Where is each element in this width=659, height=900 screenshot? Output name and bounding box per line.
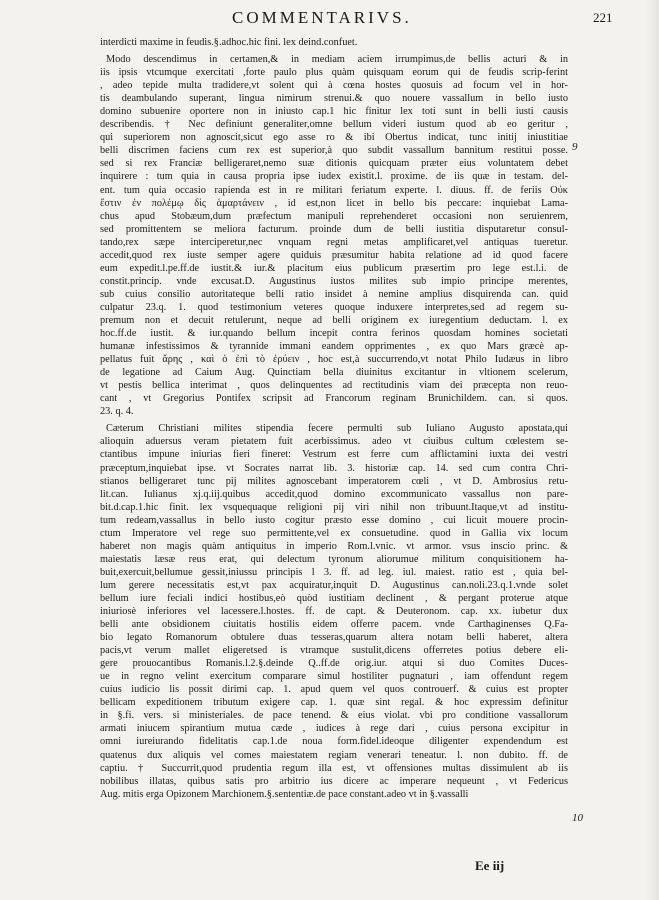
text-line: , adeo tepide multa tradidere,vt solent qui à cœna hostes quosuis ad focum vel in hor- (100, 80, 568, 92)
text-line: domino subuenire oportere non in iniusto cap.1 hic finitur lex toti sunt in belli iusti causis (100, 106, 568, 118)
text-line: interdicti maxime in feudis.§.adhoc.hic fini. lex deind.confuet. (100, 37, 358, 48)
text-line: pellatus fuit ἄρης , καὶ ὁ ἐπὶ τὸ ἐρύειν , hoc est,à succurrendo,vt notat Philo Iudæus in libro (100, 354, 568, 366)
text-line: iniuriosè inferiores vel lacessere.l.hostes. ff. de capt. & Deuteronom. cap. xx. iubetur dux (100, 606, 568, 618)
text-line: sed si rex Franciæ belligeraret,nemo suæ ditionis quicquam præter eius voluntatem debet (100, 158, 568, 170)
text-line: præceptum,inquiebat ipse. vt Socrates narrat lib. 3. historiæ cap. 14. sed cum contra Chri- (100, 462, 568, 474)
text-line: Aug. mitis erga Opizonem Marchionem.§.sententiæ.de pace constant.adeo vt in §.vassalli (100, 788, 469, 800)
text-line: Modo descendimus in certamen,& in mediam aciem irrumpimus,de bellis acturi & in (106, 54, 568, 66)
text-line: bit.d.cap.1.hic finit. lex vsquequaque religioni pij viri nihil non tribuunt.Itaque,vt ad institu- (100, 501, 568, 513)
text-line: cuius iudicio lis possit dirimi cap. 1. apud quem vel quos controuerf. & cuius est propter (100, 684, 568, 696)
text-line: belli ante obsidionem ciuitatis hostilis eidem offerre pacem. vnde Carthaginenses Q.Fa- (100, 619, 568, 631)
text-line: chus apud Stobæum,dum præfectum manipuli reprehenderet occasioni non seruienrem, (100, 210, 568, 222)
text-line: accedit,quod rex iuste semper agere quiduis præsumitur habita relatione ad id quod facere (100, 249, 568, 261)
text-line: ἔστιν ἐν πολέμῳ δὶς ἁμαρτάνειν , id est,non licet in bello bis peccare: inquiebat Lama- (100, 197, 568, 209)
text-line: bio legato Romanorum obtulere duas tesseras,quarum altera notam belli haberet, altera (100, 632, 568, 644)
folio-number: 221 (593, 10, 613, 25)
text-line: omni iureiurando fidelitatis cap.1.de noua form.fidel.ideoque diligenter expendendum est (100, 736, 568, 748)
text-line: buit,exercuit,bellumue gessit,iniussu principis l 3. ff. ad leg. iul. maiest. ratio est , quia bel- (100, 566, 568, 578)
text-line: 23. q. 4. (100, 406, 134, 418)
text-line: haberet non magis quàm antiquitus in imperio Rom.l.vnic. vt armor. vsus inscio princ. & (100, 540, 568, 552)
text-line: Cæterum Christiani milites stipendia fecere permulti sub Iuliano Augusto apostata,qui (106, 423, 568, 435)
text-line: vt pestis bellica interimat , quos delinquentes ad rectitudinis viam dei præcepta non reuo- (100, 380, 568, 392)
text-line: quatenus dux aliquis vel comes maiestatem regiam venerari teneatur. l. non dubito. ff. de (100, 749, 568, 761)
text-line: belli discrimen faciens cum rex est superior,à quo subdit vassallum bannitum restitui posse. (100, 145, 568, 157)
text-line: stianos belligeraret tunc pij milites agnoscebant imperatorem cœli , vt D. Ambrosius retu- (100, 475, 568, 487)
text-line: ctum Imperatore vel rege suo permittente,vel ex consuetudine. quod in Gallia vix locum (100, 527, 568, 539)
text-line: tis deambulando superant, lingua nimirum strenui.& quo nouere vassallum in bello iusto (100, 93, 568, 105)
margin-note-9: 9 (572, 141, 578, 153)
text-line: describendis. † Nec definiunt generaliter,omne bellum videri iustum quod ab eo geritur , (100, 119, 568, 131)
text-line: nobilibus illatas, quibus satis pro arbitrio ius dicere ac imperare nequeunt , vt Federicus (100, 775, 568, 787)
text-line: eum expedit.l.pe.ff.de iustit.& iur.& placitum eius publicum præsertim pro lege est.l.i. de (100, 262, 568, 274)
text-line: armati iniucem spirantium mutua cæde , iudices à rege dari , cuius persona excipitur in (100, 723, 568, 735)
text-line: hoc.ff.de iustit. & iur.quando bellum incepit contra ferinos quosdam homines societati (100, 328, 568, 340)
text-line: culpatur 23.q. 1. quod testimonium veteres quoque induxere interpretes,sed ad regem su- (100, 301, 568, 313)
text-line: lit.can. Iulianus xj.q.iij.quibus accedit,quod domino excommunicato vassallus non pare- (100, 488, 568, 500)
text-line: tum redeam,vassallus in bello iusto cogitur præsto esse domino , cui licuit mouere procin- (100, 514, 568, 526)
text-line: gere prouocantibus Romanis.l.2.§.deinde Q..ff.de orig.iur. atqui si duo Comites Duces- (100, 658, 568, 670)
running-title: COMMENTARIVS. (232, 8, 412, 27)
text-line: humanæ infestissimos & tyrannide immani eandem opprimentes , ex quo Mars græcè ap- (100, 341, 568, 353)
text-line: ue in regno velint exercitum comparare simul hostiliter pugnaturi , iam offendunt regem (100, 671, 568, 683)
signature-mark: Ee iij (475, 858, 505, 873)
page-gutter-shadow (645, 0, 659, 900)
text-line: cant , vt Gregorius Pontifex scripsit ad Francorum reginam Brunichildem. can. si quos. (100, 393, 568, 405)
text-line: in §.fi. vers. si ministeriales. de pace tenend. & eius violat. vbi pro conditione vassallorum (100, 710, 568, 722)
commentary-body (100, 36, 568, 801)
text-line: pacis,vt verum mallet eligeretsed is vtramque sustulit,dicens offerretes potius debere eli- (100, 645, 568, 657)
text-line: alioquin aduersus veram pietatem fuit acerbissimus. adeo vt ciuibus cultum cœlestem se- (100, 436, 568, 448)
text-line: constit.princip. vnde excusat.D. Augustinus iustos milites sub impio principe merentes, (100, 275, 568, 287)
text-line: sed promittentem se meliora facturum. proinde dum de belli iustitia disputaretur consul- (100, 223, 568, 235)
text-line: bellicam expeditionem tributum exigere cap. 1. quæ sint regal. & hoc expressim definitur (100, 697, 568, 709)
text-line: ctantibus impune iniurias fieri fineret: Vestrum est ferre cum afflictamini iuxta dei vestri (100, 449, 568, 461)
text-line: lum gerere necessitatis est,vt pax acquiratur,inquit D. Augustinus can.noli.23.q.1.vnde solet (100, 579, 568, 591)
text-line: sub cuius consilio autoritateque belli ratio insidet à nemine amplius disquirenda can. quid (100, 288, 568, 300)
text-line: ent. tum quia occasio rapienda est in re militari feriatum experte. l. diuus. ff. de feriis Οὐκ (100, 184, 568, 196)
text-line: inquirere : tum quia in causa propria ipse iudex existit.l. proxime. de iis quæ in testam. del- (100, 171, 568, 183)
text-line: captiu. † Succurrit,quod prudentia regum illa est, vt offensiones multas dissimulent ab iis (100, 762, 568, 774)
text-line: maiestatis læsæ reus erat, qui delectum tyronum aliorumue militum conquisitionem ha- (100, 553, 568, 565)
text-line: premum non et decuit retulerunt, neque ad belli originem ex iuregentium deductam. l. ex (100, 314, 568, 326)
text-line: bellum iure feciali indici hostibus,eò quòd iustitiam declinent , & pergant proterue atque (100, 592, 568, 604)
margin-note-10: 10 (572, 812, 583, 824)
text-line: qui superiorem non agnoscit,sicut ego asse ro & ibi Obertus indicat, tunc initij iniustitiae (100, 132, 568, 144)
text-line: tando,rex sæpe interciperetur,nec vnquam regni metas amplificaret,vel antiquas tueretur. (100, 236, 568, 248)
text-line: iis ipsis vtcumque exercitati ,forte paulo plus quàm quisquam eorum qui de feudis scrip-ferint (100, 67, 568, 79)
running-head (0, 6, 659, 32)
text-line: de legatione ad Caium Aug. Quinctiam bella diuinitus excitantur in vltionem scelerum, (100, 367, 568, 379)
